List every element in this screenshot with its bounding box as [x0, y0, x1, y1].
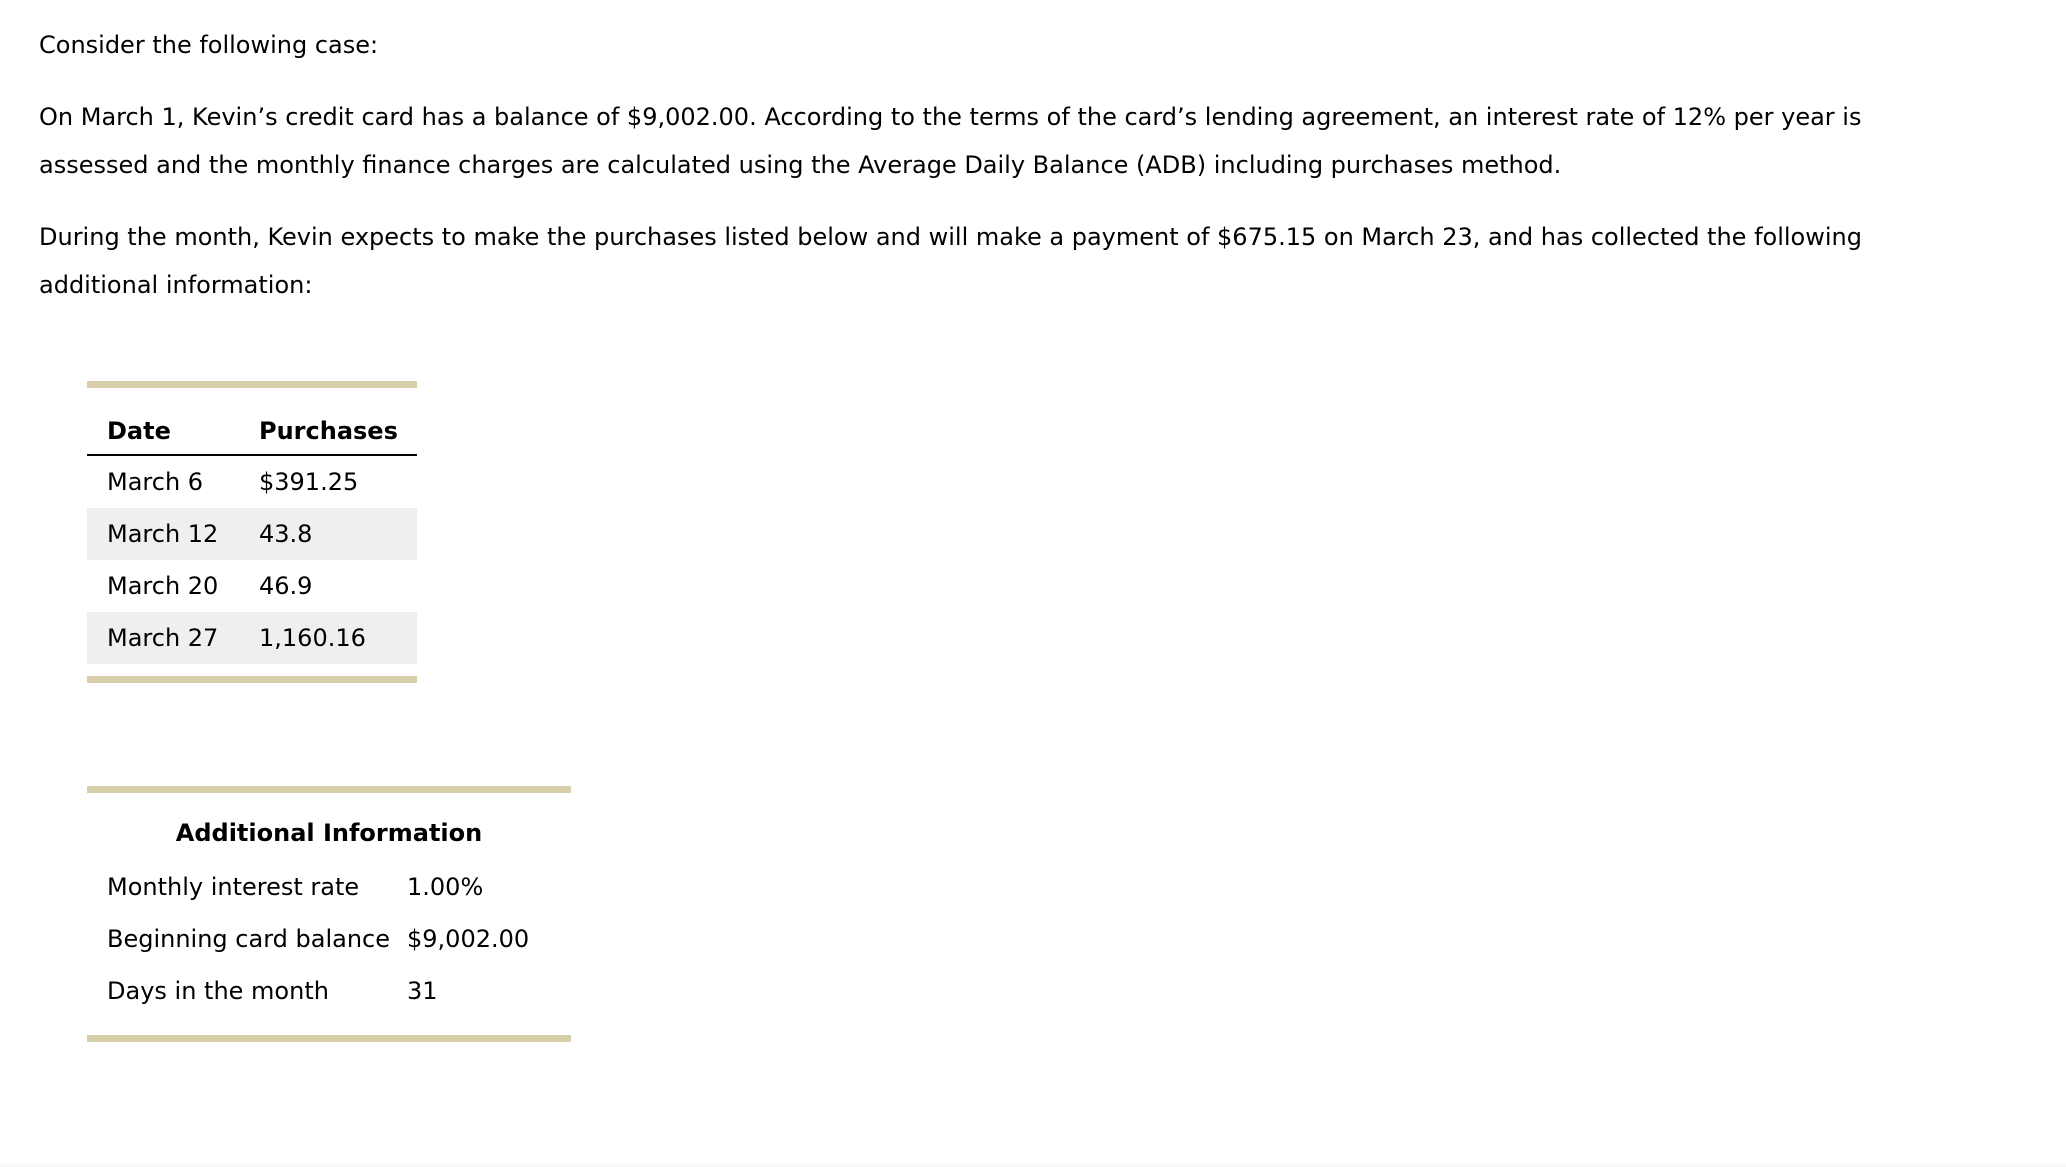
table-row	[87, 560, 417, 612]
case-paragraph-1: On March 1, Kevin’s credit card has a balance of $9,002.00. According to the terms of the card’s lending agreement, an interest rate of 12% per year is assessed and the monthly finance charges are calculated using the Average Daily Balance (ADB) including purchases method.	[39, 103, 1862, 179]
table-row	[87, 455, 417, 508]
info-value: 1.00%	[407, 873, 484, 901]
table-row	[87, 508, 417, 560]
info-label: Monthly interest rate	[107, 873, 360, 901]
purchase-amount: $391.25	[259, 468, 359, 496]
purchase-date: March 27	[87, 612, 239, 664]
purchase-amount: 1,160.16	[239, 612, 417, 664]
case-paragraph-2: During the month, Kevin expects to make the purchases listed below and will make a payment of $675.15 on March 23, and has collected the following additional information:	[39, 223, 1862, 299]
purchases-grid	[87, 412, 417, 664]
table-row	[87, 861, 571, 913]
page-bottom-edge	[0, 1161, 2066, 1167]
info-label: Days in the month	[107, 977, 329, 1005]
info-value: $9,002.00	[407, 925, 530, 953]
intro-text: Consider the following case:	[39, 31, 379, 59]
purchase-amount: 43.8	[239, 508, 417, 560]
purchases-column-header: Purchases	[239, 412, 417, 455]
additional-info-grid	[87, 861, 571, 1017]
info-label: Beginning card balance	[107, 925, 390, 953]
table-row	[87, 965, 571, 1017]
additional-info-table	[87, 786, 571, 1042]
purchase-amount: 46.9	[259, 572, 313, 600]
date-column-header: Date	[87, 412, 239, 455]
table-row	[87, 612, 417, 664]
table-row	[87, 913, 571, 965]
purchase-date: March 12	[87, 508, 239, 560]
purchase-date: March 20	[107, 572, 219, 600]
purchase-date: March 6	[107, 468, 204, 496]
info-value: 31	[407, 977, 438, 1005]
additional-info-title: Additional Information	[175, 819, 483, 847]
purchases-table	[87, 381, 417, 683]
purchases-header-row	[87, 412, 417, 455]
